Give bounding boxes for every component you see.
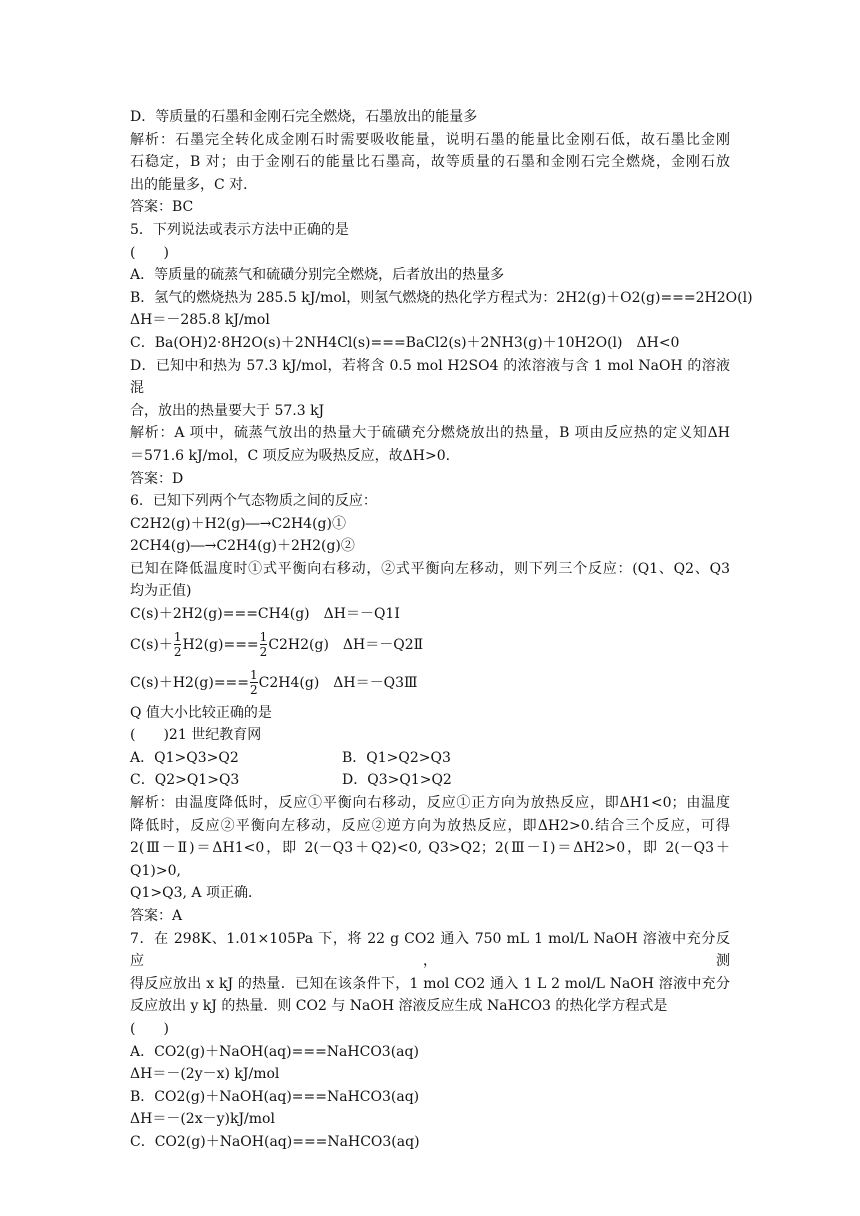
fraction-denominator: 2 [173, 645, 182, 660]
analysis-text: 出的能量多，C 对． [130, 176, 258, 193]
reaction-1: C2H2(g)＋H2(g)―→C2H4(g)① [130, 515, 346, 532]
option-b: B．Q1>Q2>Q3 [342, 749, 451, 766]
answer-blank: ( ) [130, 1020, 169, 1037]
fraction-numerator: 1 [259, 630, 268, 645]
analysis-text: 2(Ⅲ－Ⅱ)＝ΔH1<0，即 2(－Q3＋Q2)<0, Q3>Q2；2(Ⅲ－Ⅰ)＝ΔH2>0，即 2(－Q3＋Q1)>0, [130, 840, 730, 879]
fraction [260, 630, 268, 659]
analysis-text: 石稳定，B 对；由于金刚石的能量比石墨高，故等质量的石墨和金刚石完全燃烧，金刚石放 [130, 154, 730, 171]
analysis-text: ＝571.6 kJ/mol，C 项反应为吸热反应，故ΔH>0. [130, 447, 451, 464]
equation-2-part: C2H2(g) ΔH＝－Q2Ⅱ [268, 636, 424, 653]
option-d: D．Q3>Q1>Q2 [342, 772, 452, 789]
question-6-stem: 6．已知下列两个气态物质之间的反应： [130, 493, 377, 510]
answer-line: 答案：D [130, 470, 184, 487]
reaction-2: 2CH4(g)―→C2H4(g)＋2H2(g)② [130, 538, 355, 555]
fraction [250, 668, 258, 697]
equation-3-part: C(s)＋H2(g)=== [130, 674, 250, 691]
fraction [174, 630, 182, 659]
question-7-stem: 反应放出 y kJ 的热量．则 CO2 与 NaOH 溶液反应生成 NaHCO3 的热化学方程式是 [130, 998, 668, 1015]
option-b-cont: ΔH＝－(2x－y)kJ/mol [130, 1111, 275, 1128]
fraction-numerator: 1 [173, 630, 182, 645]
option-d: D．已知中和热为 57.3 kJ/mol，若将含 0.5 mol H2SO4 的浓溶液与含 1 mol NaOH 的溶液混 [130, 357, 730, 397]
equation-2 [130, 626, 730, 664]
option-a: A．CO2(g)＋NaOH(aq)===NaHCO3(aq) [130, 1043, 419, 1060]
equation-3 [130, 664, 730, 702]
analysis-text: 降低时，反应②平衡向左移动，反应②逆方向为放热反应，即ΔH2>0.结合三个反应，可得 [130, 817, 730, 834]
option-b-cont: ΔH＝－285.8 kJ/mol [130, 312, 270, 329]
options-row [130, 747, 730, 770]
fraction-numerator: 1 [250, 668, 258, 683]
option-a-cont: ΔH＝－(2y－x) kJ/mol [130, 1066, 280, 1083]
option-d-line: D．等质量的石墨和金刚石完全燃烧，石墨放出的能量多 [130, 109, 478, 125]
answer-blank: ( )21 世纪教育网 [130, 727, 262, 744]
question-6-text: 均为正值) [130, 583, 192, 600]
fraction-denominator: 2 [259, 645, 268, 660]
question-7-stem: 7．在 298K、1.01×105Pa 下，将 22 g CO2 通入 750 mL 1 mol/L NaOH 溶液中充分反应，测 [130, 930, 730, 970]
option-c: C．Q2>Q1>Q3 [130, 772, 240, 789]
question-6-prompt: Q 值大小比较正确的是 [130, 704, 272, 721]
equation-2-part: C(s)＋ [130, 636, 173, 653]
answer-line: 答案：A [130, 908, 183, 924]
option-c: C．Ba(OH)2·8H2O(s)＋2NH4Cl(s)===BaCl2(s)＋2NH3(g)＋10H2O(l) ΔH<0 [130, 334, 680, 351]
option-b: B．氢气的燃烧热为 285.5 kJ/mol，则氢气燃烧的热化学方程式为：2H2(g)＋O2(g)===2H2O(l) [130, 289, 753, 306]
equation-2-part: H2(g)=== [182, 636, 259, 653]
option-b: B．CO2(g)＋NaOH(aq)===NaHCO3(aq) [130, 1088, 420, 1105]
question-6-text: 已知在降低温度时①式平衡向右移动，②式平衡向左移动，则下列三个反应：(Q1、Q2、Q3 [130, 560, 730, 577]
option-a: A．等质量的硫蒸气和硫磺分别完全燃烧，后者放出的热量多 [130, 267, 505, 284]
question-5-stem: 5．下列说法或表示方法中正确的是 [130, 221, 349, 238]
equation-1: C(s)＋2H2(g)===CH4(g) ΔH＝－Q1Ⅰ [130, 606, 400, 623]
analysis-text: 解析：石墨完全转化成金刚石时需要吸收能量，说明石墨的能量比金刚石低，故石墨比金刚 [130, 131, 730, 148]
option-d-cont: 合，放出的热量要大于 57.3 kJ [130, 402, 325, 419]
fraction-denominator: 2 [250, 683, 258, 698]
option-a: A．Q1>Q3>Q2 [130, 749, 239, 766]
options-row [130, 769, 730, 792]
question-7-stem: 得反应放出 x kJ 的热量．已知在该条件下，1 mol CO2 通入 1 L 2 mol/L NaOH 溶液中充分 [130, 975, 730, 992]
equation-3-part: C2H4(g) ΔH＝－Q3Ⅲ [258, 674, 418, 691]
analysis-text: Q1>Q3, A 项正确． [130, 885, 262, 902]
answer-line: 答案：BC [130, 199, 194, 216]
option-c: C．CO2(g)＋NaOH(aq)===NaHCO3(aq) [130, 1133, 420, 1150]
analysis-text: 解析：由温度降低时，反应①平衡向右移动，反应①正方向为放热反应，即ΔH1<0；由温度 [130, 795, 730, 812]
document-page [130, 106, 753, 1154]
analysis-text: 解析：A 项中，硫蒸气放出的热量大于硫磺充分燃烧放出的热量，B 项由反应热的定义知ΔH [130, 425, 730, 442]
answer-blank: ( ) [130, 244, 169, 261]
